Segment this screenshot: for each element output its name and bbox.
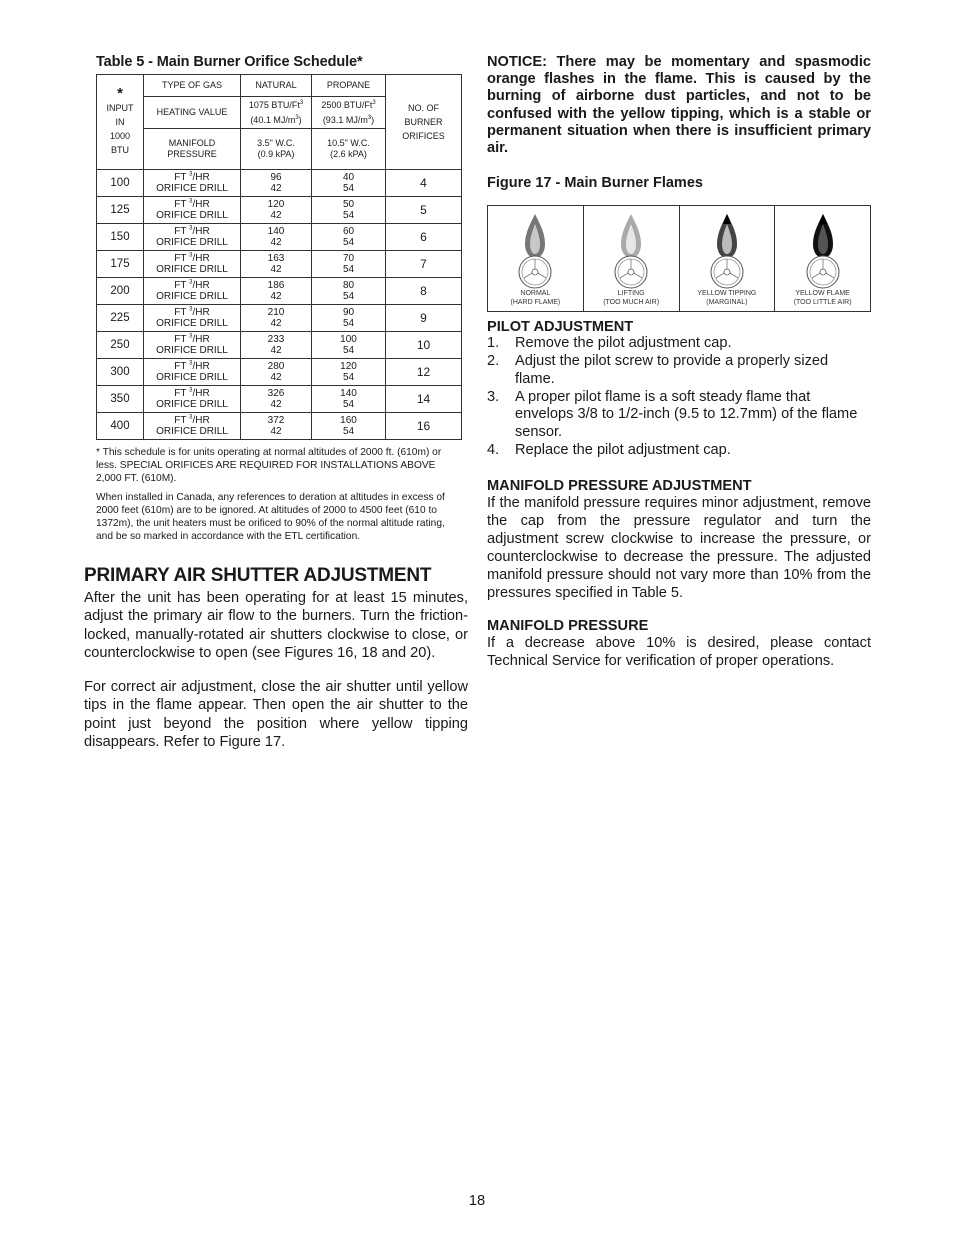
flame-panel [584, 206, 680, 311]
units-cell: FT $^3$/HR ORIFICE DRILL [144, 251, 241, 278]
natural-heating-value: 1075 BTU/Ft$^3$ (40.1 $MJ/m^3$) [241, 97, 312, 129]
footnote-canada: When installed in Canada, any references to deration at altitudes in excess of 2000 feet (610m) are to be ignored. At altitudes of 2000 to 4500 feet (610 to 1372m), the unit heaters must be orificed to 90% of the normal altitude rating, and be so marked in accordance with the ETL certification. [96, 492, 445, 542]
burners-cell: 16 [386, 413, 462, 440]
list-item: 4. Replace the pilot adjustment cap. [487, 442, 731, 458]
burners-cell: 4 [386, 170, 462, 197]
flame-panel [488, 206, 584, 311]
flame-caption: YELLOW FLAME (TOO LITTLE AIR) [793, 290, 852, 307]
propane-cell: 80 54 [312, 278, 386, 305]
primary-air-paragraph-1: After the unit has been operating for at least 15 minutes, adjust the primary air flow to the burners. Turn the friction-locked, manually-rotated air shutters clockwise to close, or counterclockwise to open (see Figures 16, 18 and 20). [84, 590, 468, 661]
table-row [97, 224, 462, 251]
input-cell: 175 [97, 251, 144, 278]
natural-cell: 186 42 [241, 278, 312, 305]
table-row [97, 251, 462, 278]
table-row [97, 359, 462, 386]
flame-icon [512, 212, 558, 290]
list-item: 3. A proper pilot flame is a soft steady flame that envelops 3/8 to 1/2-inch (9.5 to 12.7mm) of the flame sensor. [487, 388, 858, 441]
table-row [97, 332, 462, 359]
table-row [97, 386, 462, 413]
natural-header: NATURAL [241, 75, 312, 97]
propane-pressure: 10.5" W.C. (2.6 kPA) [312, 129, 386, 170]
flame-caption: YELLOW TIPPING (MARGINAL) [697, 290, 757, 307]
list-item: 2. Adjust the pilot screw to provide a properly sized flame. [487, 353, 829, 387]
propane-cell: 90 54 [312, 305, 386, 332]
pilot-adjustment-steps [487, 335, 871, 460]
units-cell: FT $^3$/HR ORIFICE DRILL [144, 197, 241, 224]
burner-orifices-header: NO. OF BURNER ORIFICES [386, 75, 462, 170]
burners-cell: 5 [386, 197, 462, 224]
input-cell: 125 [97, 197, 144, 224]
table-title: Table 5 - Main Burner Orifice Schedule* [96, 54, 363, 70]
units-cell: FT $^3$/HR ORIFICE DRILL [144, 278, 241, 305]
natural-cell: 140 42 [241, 224, 312, 251]
input-header: * INPUT IN 1000 BTU [97, 75, 144, 170]
input-cell: 350 [97, 386, 144, 413]
flame-icon [704, 212, 750, 290]
page-number: 18 [468, 1193, 486, 1209]
propane-heating-value: 2500 BTU/Ft$^3$ (93.1 $MJ/m^3$) [312, 97, 386, 129]
table-footnotes [96, 446, 462, 543]
input-cell: 150 [97, 224, 144, 251]
units-cell: FT $^3$/HR ORIFICE DRILL [144, 170, 241, 197]
units-cell: FT $^3$/HR ORIFICE DRILL [144, 386, 241, 413]
manifold-pressure-header: MANIFOLD PRESSURE [144, 129, 241, 170]
flame-caption: LIFTING (TOO MUCH AIR) [603, 290, 660, 307]
input-cell: 225 [97, 305, 144, 332]
orifice-schedule-table [96, 74, 462, 440]
table-row [97, 170, 462, 197]
flame-caption: NORMAL (HARD FLAME) [510, 290, 561, 307]
natural-cell: 372 42 [241, 413, 312, 440]
right-column [487, 54, 871, 686]
natural-cell: 96 42 [241, 170, 312, 197]
burners-cell: 14 [386, 386, 462, 413]
flame-panel [680, 206, 776, 311]
input-cell: 400 [97, 413, 144, 440]
primary-air-heading: PRIMARY AIR SHUTTER ADJUSTMENT [84, 565, 432, 586]
input-cell: 100 [97, 170, 144, 197]
burners-cell: 7 [386, 251, 462, 278]
heating-value-header: HEATING VALUE [144, 97, 241, 129]
natural-pressure: 3.5" W.C. (0.9 kPA) [241, 129, 312, 170]
propane-cell: 120 54 [312, 359, 386, 386]
flame-icon [608, 212, 654, 290]
notice-text: NOTICE: There may be momentary and spasmodic orange flashes in the flame. This is caused by the burning of airborne dust particles, and not to be confused with the yellow tipping, which is a stable or permanent situation when there is insufficient primary air. [487, 54, 871, 157]
burners-cell: 10 [386, 332, 462, 359]
table-row [97, 278, 462, 305]
burner-flames-figure [487, 205, 871, 312]
natural-cell: 163 42 [241, 251, 312, 278]
input-cell: 250 [97, 332, 144, 359]
propane-cell: 70 54 [312, 251, 386, 278]
natural-cell: 280 42 [241, 359, 312, 386]
natural-cell: 210 42 [241, 305, 312, 332]
burners-cell: 8 [386, 278, 462, 305]
units-cell: FT $^3$/HR ORIFICE DRILL [144, 332, 241, 359]
natural-cell: 233 42 [241, 332, 312, 359]
propane-cell: 50 54 [312, 197, 386, 224]
pilot-adjustment-heading: PILOT ADJUSTMENT [487, 319, 634, 336]
propane-header: PROPANE [312, 75, 386, 97]
footnote-altitude: * This schedule is for units operating at normal altitudes of 2000 ft. (610m) or less. SPECIAL ORIFICES ARE REQUIRED FOR INSTALLATIONS ABOVE 2,000 FT. (610M). [96, 447, 442, 484]
natural-cell: 120 42 [241, 197, 312, 224]
propane-cell: 140 54 [312, 386, 386, 413]
burners-cell: 6 [386, 224, 462, 251]
units-cell: FT $^3$/HR ORIFICE DRILL [144, 413, 241, 440]
propane-cell: 40 54 [312, 170, 386, 197]
list-item: 1. Remove the pilot adjustment cap. [487, 335, 732, 352]
table-row [97, 413, 462, 440]
left-column [84, 54, 468, 767]
input-cell: 300 [97, 359, 144, 386]
burners-cell: 12 [386, 359, 462, 386]
flame-panel [775, 206, 870, 311]
primary-air-paragraph-2: For correct air adjustment, close the air shutter until yellow tips in the flame appear. Then open the air shutter to the point just beyond the position where yellow tipping disappears. Refer to Figure 17. [84, 679, 468, 751]
units-cell: FT $^3$/HR ORIFICE DRILL [144, 224, 241, 251]
table-row [97, 197, 462, 224]
input-cell: 200 [97, 278, 144, 305]
figure-17-title: Figure 17 - Main Burner Flames [487, 175, 703, 192]
propane-cell: 60 54 [312, 224, 386, 251]
propane-cell: 100 54 [312, 332, 386, 359]
flame-icon [800, 212, 846, 290]
manifold-adjustment-text: If the manifold pressure requires minor adjustment, remove the cap from the pressure regulator and turn the adjustment screw clockwise to increase the pressure, or counterclockwise to decrease the pressure. The adjusted manifold pressure should not vary more than 10% from the pressures specified in Table 5. [487, 494, 871, 601]
manifold-pressure-text: If a decrease above 10% is desired, please contact Technical Service for verification of proper operations. [487, 634, 871, 669]
type-of-gas-header: TYPE OF GAS [144, 75, 241, 97]
units-cell: FT $^3$/HR ORIFICE DRILL [144, 359, 241, 386]
natural-cell: 326 42 [241, 386, 312, 413]
manifold-pressure-heading: MANIFOLD PRESSURE [487, 617, 649, 634]
table-row [97, 305, 462, 332]
manifold-adjustment-heading: MANIFOLD PRESSURE ADJUSTMENT [487, 477, 752, 494]
burners-cell: 9 [386, 305, 462, 332]
propane-cell: 160 54 [312, 413, 386, 440]
units-cell: FT $^3$/HR ORIFICE DRILL [144, 305, 241, 332]
